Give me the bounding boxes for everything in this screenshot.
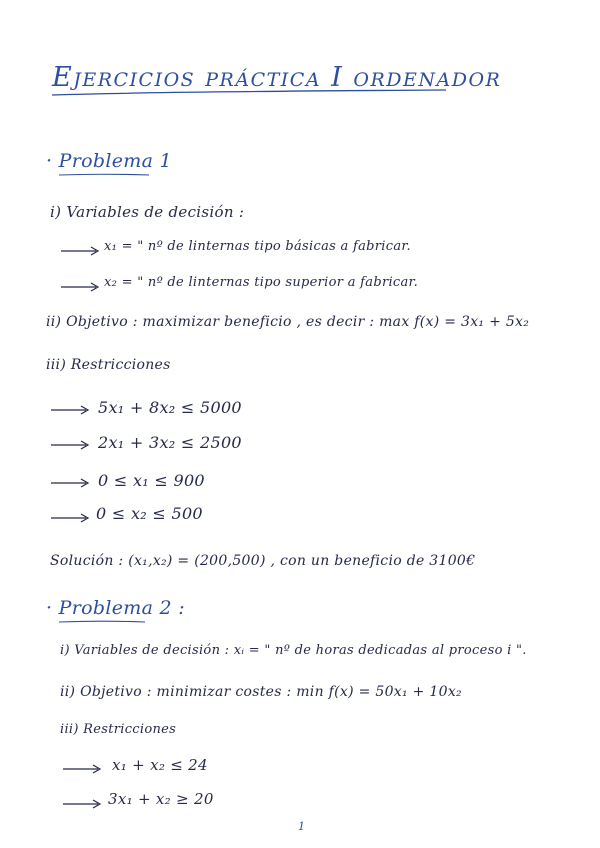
page-title: Ejercicios práctica I ordenador — [52, 62, 502, 93]
arrow-icon — [50, 440, 90, 450]
constraints-label: iii) Restricciones — [46, 357, 171, 373]
arrow-icon — [50, 478, 90, 488]
constraint-2: 2x₁ + 3x₂ ≤ 2500 — [98, 433, 242, 452]
problem-2-underline — [58, 619, 146, 625]
arrow-icon — [50, 405, 90, 415]
problem-2-decision-variables: i) Variables de decisión : xᵢ = " nº de horas dedicadas al proceso i ". — [60, 643, 527, 658]
arrow-icon — [62, 764, 102, 774]
solution-line: Solución : (x₁,x₂) = (200,500) , con un beneficio de 3100€ — [50, 553, 476, 569]
objective-line: ii) Objetivo : maximizar beneficio , es decir : max f(x) = 3x₁ + 5x₂ — [46, 314, 530, 330]
constraint-1: 5x₁ + 8x₂ ≤ 5000 — [98, 398, 242, 417]
title-underline — [50, 88, 448, 98]
problem-2-objective: ii) Objetivo : minimizar costes : min f(x) = 50x₁ + 10x₂ — [60, 684, 462, 700]
problem-2-constraint-2: 3x₁ + x₂ ≥ 20 — [108, 790, 214, 808]
problem-1-heading: · Problema 1 — [46, 150, 172, 172]
constraint-4: 0 ≤ x₂ ≤ 500 — [96, 504, 203, 523]
constraint-3: 0 ≤ x₁ ≤ 900 — [98, 471, 205, 490]
variable-x2-definition: x₂ = " nº de linternas tipo superior a fabricar. — [104, 275, 419, 290]
arrow-icon — [60, 246, 100, 256]
page-number: 1 — [298, 820, 306, 833]
arrow-icon — [60, 282, 100, 292]
variable-x1-definition: x₁ = " nº de linternas tipo básicas a fabricar. — [104, 239, 411, 254]
problem-2-constraint-1: x₁ + x₂ ≤ 24 — [112, 756, 208, 774]
problem-2-heading: · Problema 2 : — [46, 597, 185, 619]
problem-2-constraints-label: iii) Restricciones — [60, 722, 177, 737]
problem-1-underline — [58, 172, 150, 178]
arrow-icon — [50, 513, 90, 523]
arrow-icon — [62, 799, 102, 809]
decision-variables-label: i) Variables de decisión : — [50, 203, 245, 221]
